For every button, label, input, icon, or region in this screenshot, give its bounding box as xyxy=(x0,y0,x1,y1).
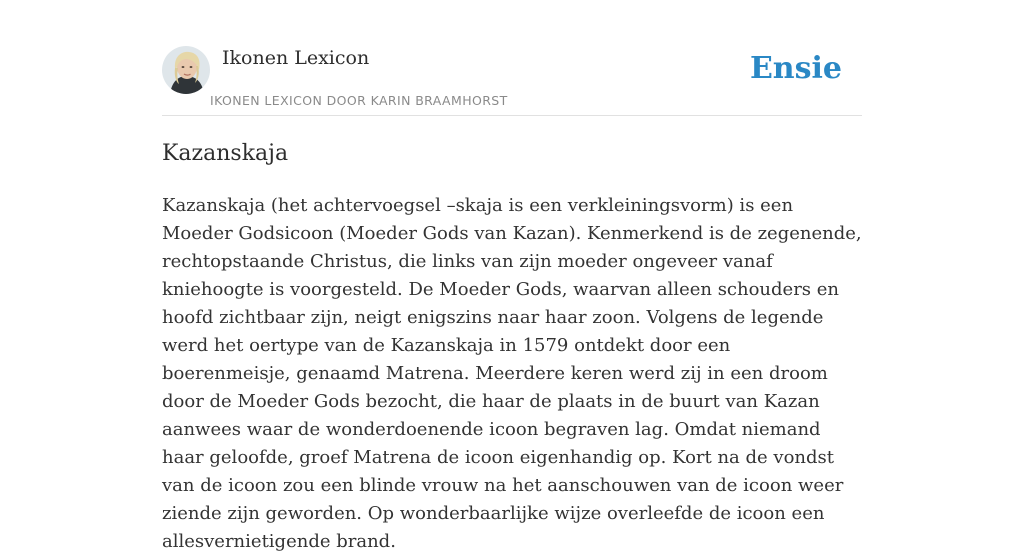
article-card xyxy=(162,0,862,552)
brand-logo[interactable]: Ensie xyxy=(749,51,842,86)
article-body: Kazanskaja (het achtervoegsel –skaja is een verkleiningsvorm) is een Moeder Godsicoon (Moeder Gods van Kazan). Kenmerkend is de zegenende, rechtopstaande Christus, die links van zijn moeder ongeveer vanaf kniehoogte is voorgesteld. De Moeder Gods, waarvan alleen schouders en hoofd zichtbaar zijn, neigt enigszins naar haar zoon. Volgens de legende werd het oertype van de Kazanskaja in 1579 ontdekt door een boerenmeisje, genaamd Matrena. Meerdere keren werd zij in een droom door de Moeder Gods bezocht, die haar de plaats in de buurt van Kazan aanwees waar de wonderdoenende icoon begraven lag. Omdat niemand haar geloofde, groef Matrena de icoon eigenhandig op. Kort na de vondst van de icoon zou een blinde vrouw na het aanschouwen van de icoon weer ziende zijn geworden. Op wonderbaarlijke wijze overleefde de icoon een allesvernietigende brand. xyxy=(162,195,862,552)
author-subtitle: IKONEN LEXICON DOOR KARIN BRAAMHORST xyxy=(210,93,508,108)
author-avatar[interactable] xyxy=(162,46,210,94)
page-title: Kazanskaja xyxy=(162,141,289,166)
author-portrait-icon xyxy=(162,46,210,94)
header xyxy=(162,0,862,116)
author-name[interactable]: Ikonen Lexicon xyxy=(222,47,370,69)
